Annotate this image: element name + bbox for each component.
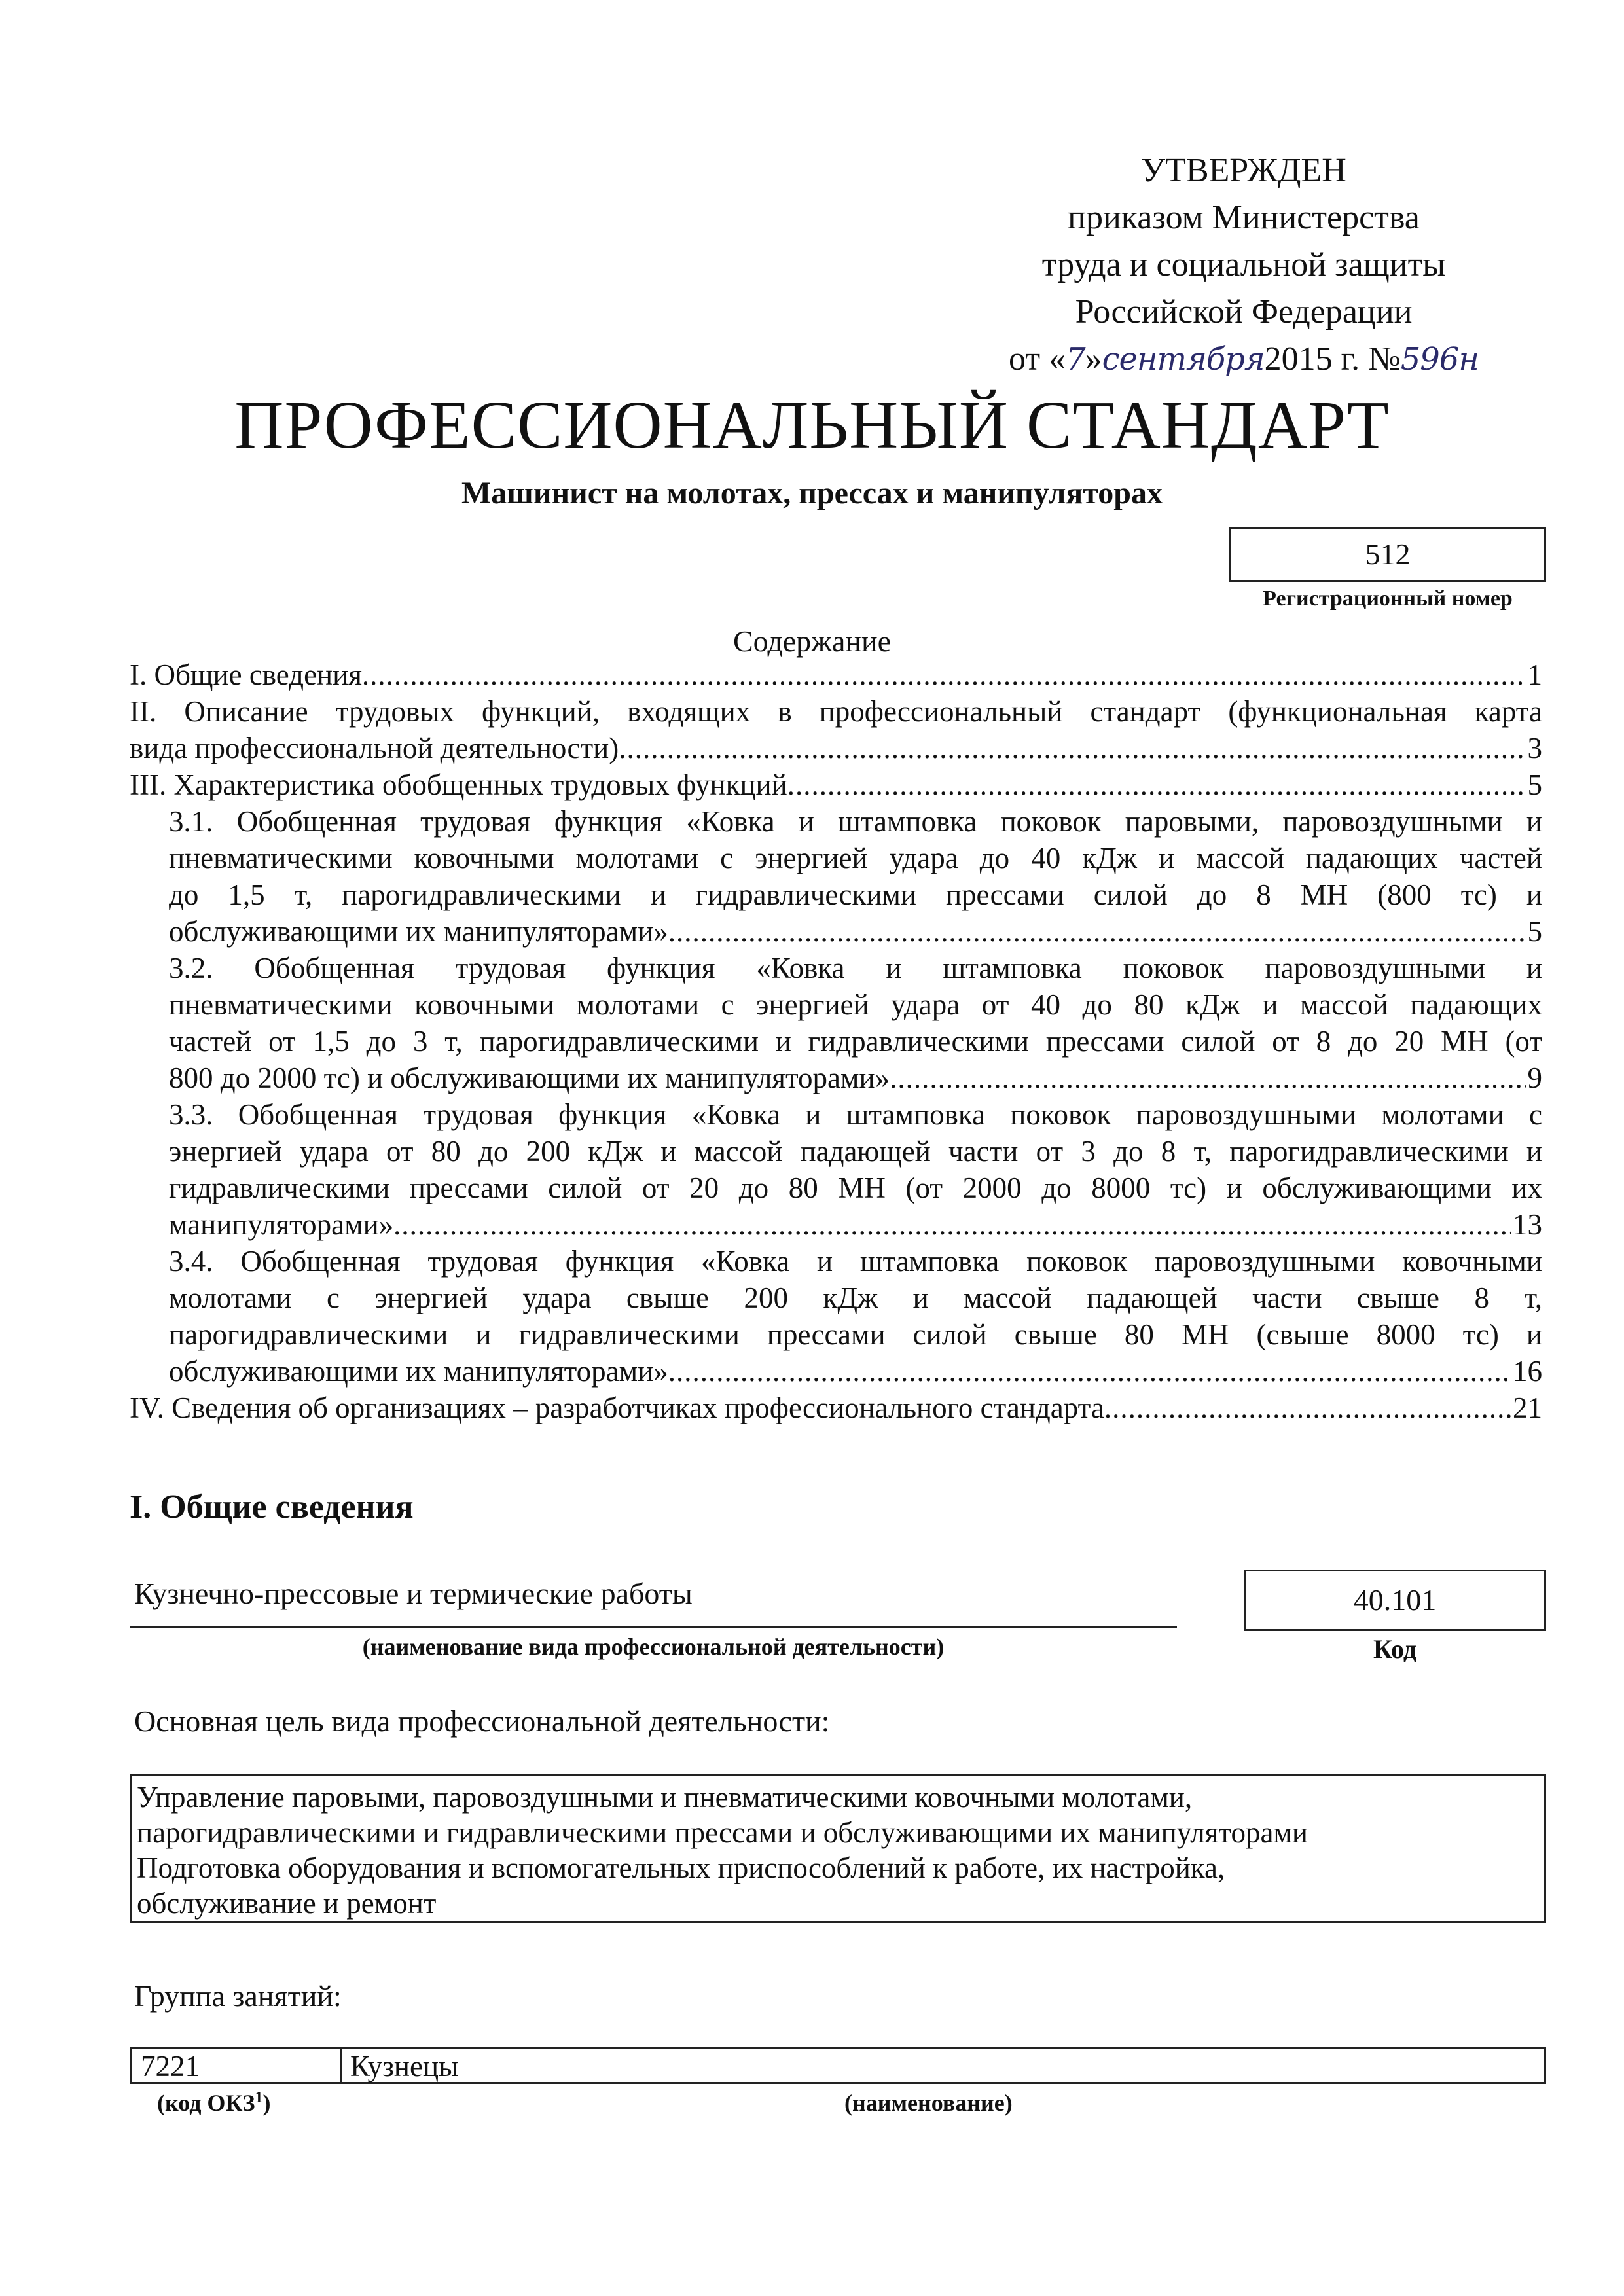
- toc-page-number: 3: [1527, 732, 1542, 764]
- toc-page-number: 21: [1513, 1391, 1542, 1424]
- handwritten-day: 7: [1066, 341, 1085, 378]
- approval-order-line: приказом Министерства: [1068, 199, 1420, 236]
- approval-title: УТВЕРЖДЕН: [1141, 152, 1346, 189]
- toc-item: [130, 1390, 1542, 1426]
- toc-leader-dots: [619, 730, 1526, 766]
- toc-item-last-line: [130, 656, 1542, 693]
- okz-caption-text: (код ОКЗ: [157, 2090, 255, 2116]
- toc-item-line: частей от 1,5 до 3 т, парогидравлическими и гидравлическими прессами силой от 8 до 20 МН (от: [169, 1025, 1542, 1058]
- toc-item-text: I. Общие сведения: [130, 658, 362, 691]
- toc-item: [130, 693, 1542, 766]
- toc-item-line: 3.3. Обобщенная трудовая функция «Ковка и штамповка поковок паровоздушными молотами с: [169, 1098, 1542, 1131]
- handwritten-order-number: 596н: [1400, 341, 1479, 378]
- toc-item-last-line: [169, 1206, 1542, 1243]
- toc-leader-dots: [362, 656, 1526, 693]
- toc-page-number: 9: [1527, 1062, 1542, 1094]
- toc-item-text: обслуживающими их манипуляторами»: [169, 1355, 668, 1388]
- toc-item-last-line: [169, 1060, 1542, 1096]
- toc-page-number: 13: [1513, 1208, 1542, 1241]
- occupation-group-table: [130, 2047, 1546, 2084]
- toc-item-line: пневматическими ковочными молотами с энергией удара до 40 кДж и массой падающих частей: [169, 842, 1542, 874]
- toc-item: [130, 803, 1542, 950]
- document-title: ПРОФЕССИОНАЛЬНЫЙ СТАНДАРТ: [234, 387, 1390, 463]
- date-mid: »: [1085, 340, 1102, 378]
- toc-item-text: вида профессиональной деятельности): [130, 732, 619, 764]
- approval-date-line: [949, 336, 1538, 383]
- toc-item-line: до 1,5 т, парогидравлическими и гидравлическими прессами силой до 8 МН (800 тс) и: [169, 878, 1542, 911]
- toc-item-line: энергией удара от 80 до 200 кДж и массой падающей части от 3 до 8 т, парогидравлическими и: [169, 1135, 1542, 1168]
- toc-item-text: манипуляторами»: [169, 1208, 394, 1241]
- toc-item-line: II. Описание трудовых функций, входящих в профессиональный стандарт (функциональная карта: [130, 695, 1542, 728]
- activity-name: Кузнечно-прессовые и термические работы: [134, 1577, 693, 1610]
- toc-item-last-line: [130, 730, 1542, 766]
- toc-item-last-line: [169, 1353, 1542, 1390]
- toc-page-number: 5: [1527, 915, 1542, 948]
- document-subtitle: Машинист на молотах, прессах и манипуляторах: [461, 476, 1163, 511]
- toc-item-line: молотами с энергией удара свыше 200 кДж и массой падающей части свыше 8 т,: [169, 1282, 1542, 1314]
- toc-page-number: 1: [1527, 658, 1542, 691]
- purpose-box: [130, 1774, 1546, 1923]
- footnote-ref: 1: [255, 2089, 263, 2106]
- toc-item-text: III. Характеристика обобщенных трудовых функций: [130, 768, 787, 801]
- okz-name-caption: (наименование): [844, 2090, 1013, 2116]
- activity-code-box: 40.101: [1244, 1570, 1546, 1631]
- toc-item-last-line: [130, 766, 1542, 803]
- toc-leader-dots: [890, 1060, 1526, 1096]
- toc-item: [130, 950, 1542, 1096]
- purpose-line: Управление паровыми, паровоздушными и пневматическими ковочными молотами,: [137, 1781, 1193, 1814]
- toc-item: [130, 766, 1542, 803]
- purpose-label: Основная цель вида профессиональной деятельности:: [134, 1704, 830, 1738]
- toc-page-number: 16: [1513, 1355, 1542, 1388]
- toc-item-line: 3.4. Обобщенная трудовая функция «Ковка и штамповка поковок паровоздушными ковочными: [169, 1245, 1542, 1278]
- toc-leader-dots: [1104, 1390, 1511, 1426]
- approval-country-line: Российской Федерации: [1075, 293, 1413, 331]
- toc-item-line: парогидравлическими и гидравлическими прессами силой свыше 80 МН (свыше 8000 тс) и: [169, 1318, 1542, 1351]
- toc-item-line: пневматическими ковочными молотами с энергией удара от 40 до 80 кДж и массой падающих: [169, 988, 1542, 1021]
- toc-item: [130, 1243, 1542, 1390]
- toc-item-last-line: [130, 1390, 1542, 1426]
- purpose-line: обслуживание и ремонт: [137, 1887, 437, 1920]
- toc-item-line: 3.2. Обобщенная трудовая функция «Ковка и штамповка поковок паровоздушными и: [169, 952, 1542, 984]
- toc-leader-dots: [668, 913, 1526, 950]
- activity-code-caption: Код: [1373, 1634, 1417, 1664]
- date-prefix: от «: [1009, 340, 1066, 378]
- section-title: I. Общие сведения: [130, 1488, 414, 1526]
- approval-block: [949, 147, 1538, 383]
- purpose-line: парогидравлическими и гидравлическими прессами и обслуживающими их манипуляторами: [137, 1816, 1308, 1849]
- toc-item-line: 3.1. Обобщенная трудовая функция «Ковка и штамповка поковок паровыми, паровоздушными и: [169, 805, 1542, 838]
- activity-caption: (наименование вида профессиональной деятельности): [362, 1634, 945, 1660]
- toc-page-number: 5: [1527, 768, 1542, 801]
- toc-item-text: обслуживающими их манипуляторами»: [169, 915, 668, 948]
- okz-code-cell: 7221: [132, 2049, 342, 2082]
- toc-item-text: 800 до 2000 тс) и обслуживающими их манипуляторами»: [169, 1062, 890, 1094]
- okz-caption-end: ): [262, 2090, 271, 2116]
- toc-item: [130, 1096, 1542, 1243]
- okz-name-cell: Кузнецы: [350, 2050, 459, 2083]
- okz-code-caption: [157, 2087, 271, 2119]
- occupation-group-label: Группа занятий:: [134, 1979, 342, 2013]
- toc-leader-dots: [668, 1353, 1511, 1390]
- toc-item: [130, 656, 1542, 693]
- activity-underline: [130, 1626, 1177, 1628]
- purpose-line: Подготовка оборудования и вспомогательных приспособлений к работе, их настройка,: [137, 1852, 1225, 1884]
- table-of-contents: [130, 656, 1542, 1426]
- registration-number-box: 512: [1229, 527, 1546, 582]
- toc-item-last-line: [169, 913, 1542, 950]
- approval-ministry-line: труда и социальной защиты: [1041, 246, 1446, 283]
- registration-number-label: Регистрационный номер: [1263, 586, 1513, 611]
- toc-item-line: гидравлическими прессами силой от 20 до 80 МН (от 2000 до 8000 тс) и обслуживающими их: [169, 1172, 1542, 1204]
- date-year: 2015 г. №: [1264, 340, 1401, 378]
- toc-item-text: IV. Сведения об организациях – разработчиках профессионального стандарта: [130, 1391, 1104, 1424]
- handwritten-month: сентября: [1102, 341, 1265, 378]
- toc-leader-dots: [787, 766, 1526, 803]
- toc-leader-dots: [393, 1206, 1511, 1243]
- toc-heading: Содержание: [732, 624, 892, 658]
